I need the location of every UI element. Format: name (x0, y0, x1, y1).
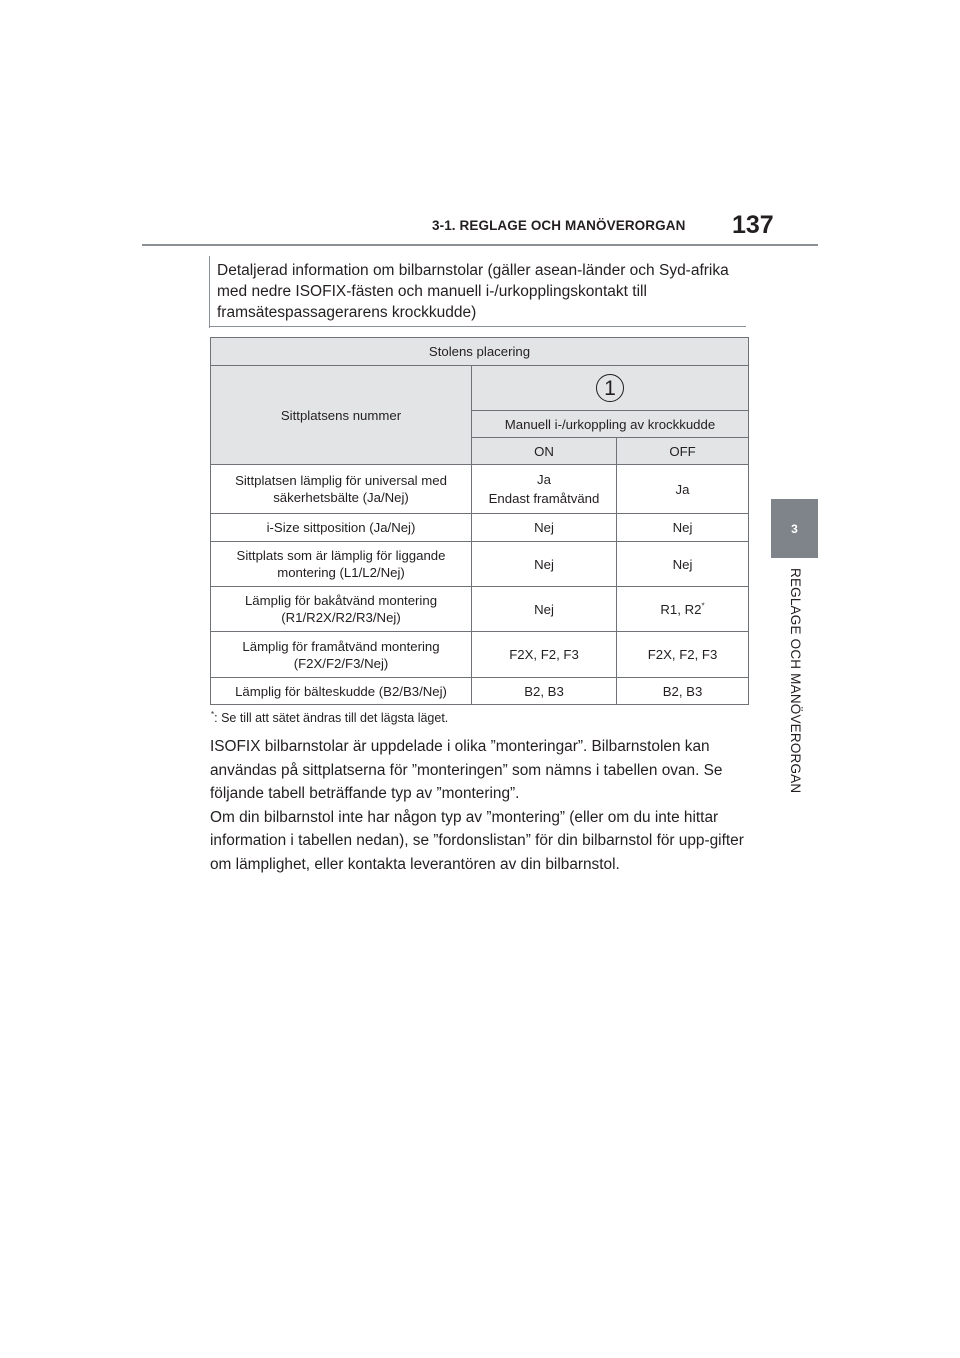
footnote-marker: * (701, 601, 705, 611)
page-number: 137 (732, 211, 774, 239)
footnote-text: : Se till att sätet ändras till det lägsta läget. (214, 711, 449, 725)
paragraph: Om din bilbarnstol inte har någon typ av ”montering” (eller om du inte hittar information i tabellen nedan), se ”fordonslistan” för din bilbarnstol för upp-gifter om lämplighet, eller kontakta leverantören av din bilbarnstol. (210, 808, 744, 873)
table-header-row (211, 366, 749, 411)
footnote-marker: * (211, 709, 215, 719)
header-airbag: Manuell i-/urkoppling av krockkudde (472, 411, 749, 438)
chapter-number: 3 (791, 521, 798, 536)
row-off-value: F2X, F2, F3 (617, 632, 749, 678)
row-label: Sittplats som är lämplig för liggande montering (L1/L2/Nej) (211, 542, 472, 587)
row-off-value: Nej (617, 542, 749, 587)
row-label: Lämplig för framåtvänd montering (F2X/F2/F3/Nej) (211, 632, 472, 678)
position-number-cell (472, 366, 749, 411)
row-on-value: Nej (472, 542, 617, 587)
intro-divider (209, 326, 746, 327)
body-text (210, 735, 755, 876)
row-label: Sittplatsen lämplig för universal med säkerhetsbälte (Ja/Nej) (211, 465, 472, 514)
on-value-line: Endast framåtvänd (488, 491, 600, 506)
off-value-text: R1, R2 (660, 601, 702, 617)
table-row (211, 542, 749, 587)
table-row (211, 514, 749, 542)
row-label: Lämplig för bakåtvänd montering (R1/R2X/R2/R3/Nej) (211, 587, 472, 632)
seat-suitability-table (210, 337, 749, 705)
row-on-value: B2, B3 (472, 678, 617, 705)
table-header-row (211, 338, 749, 366)
row-on-value: Nej (472, 587, 617, 632)
header-off: OFF (617, 438, 749, 465)
row-off-value: B2, B3 (617, 678, 749, 705)
table-row (211, 587, 749, 632)
row-off-value (617, 587, 749, 632)
footnote (211, 711, 448, 725)
row-on-value: Nej (472, 514, 617, 542)
table-row (211, 678, 749, 705)
on-value-line: Ja (537, 472, 551, 487)
row-off-value: Nej (617, 514, 749, 542)
intro-box (209, 256, 747, 328)
header-placement: Stolens placering (211, 338, 749, 366)
chapter-title: REGLAGE OCH MANÖVERORGAN (788, 568, 803, 794)
header-seat-number: Sittplatsens nummer (211, 366, 472, 465)
row-off-value: Ja (617, 465, 749, 514)
table-row (211, 465, 749, 514)
chapter-tab[interactable] (771, 499, 818, 558)
header-divider (142, 244, 818, 246)
position-number-icon: 1 (596, 374, 624, 402)
row-label: Lämplig för bälteskudde (B2/B3/Nej) (211, 678, 472, 705)
table-row (211, 632, 749, 678)
header-on: ON (472, 438, 617, 465)
intro-text: Detaljerad information om bilbarnstolar (gäller asean-länder och Syd-afrika med nedre ISOFIX-fästen och manuell i-/urkopplingskontakt till framsätespassagerarens krockkudde) (217, 262, 729, 321)
row-on-value: F2X, F2, F3 (472, 632, 617, 678)
paragraph: ISOFIX bilbarnstolar är uppdelade i olika ”monteringar”. Bilbarnstolen kan användas på sittplatserna för ”monteringen” som nämns i tabellen ovan. Se följande tabell beträffande typ av ”montering”. (210, 738, 723, 802)
row-on-value (472, 465, 617, 514)
row-label: i-Size sittposition (Ja/Nej) (211, 514, 472, 542)
section-title: 3-1. REGLAGE OCH MANÖVERORGAN (432, 218, 686, 233)
